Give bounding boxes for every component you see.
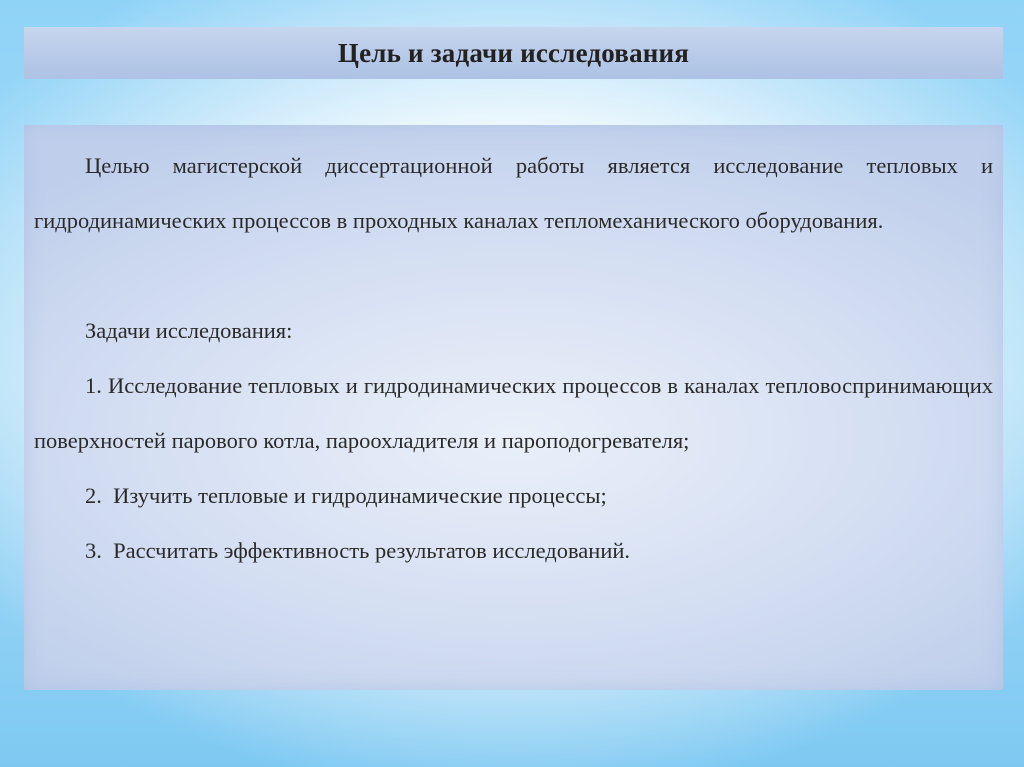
task-item-1 — [34, 358, 993, 468]
task-number: 2. — [85, 483, 102, 508]
content-box — [24, 125, 1003, 690]
goal-paragraph: Целью магистерской диссертационной работы является исследование тепловых и гидродинамических процессов в проходных каналах тепломеханического оборудования. — [34, 153, 993, 233]
slide-title: Цель и задачи исследования — [337, 37, 690, 68]
task-number: 3. — [85, 538, 102, 563]
task-text: Исследование тепловых и гидродинамических процессов в каналах тепловоспринимающих поверхностей парового котла, пароохладителя и пароподогревателя; — [34, 373, 993, 453]
task-item-2 — [34, 468, 993, 523]
title-bar — [24, 27, 1003, 79]
task-number: 1. — [85, 373, 102, 398]
paragraph-spacer — [34, 248, 993, 303]
task-text: Рассчитать эффективность результатов исследований. — [113, 538, 631, 563]
task-text: Изучить тепловые и гидродинамические процессы; — [113, 483, 607, 508]
tasks-heading: Задачи исследования: — [85, 318, 293, 343]
task-item-3 — [34, 523, 993, 578]
